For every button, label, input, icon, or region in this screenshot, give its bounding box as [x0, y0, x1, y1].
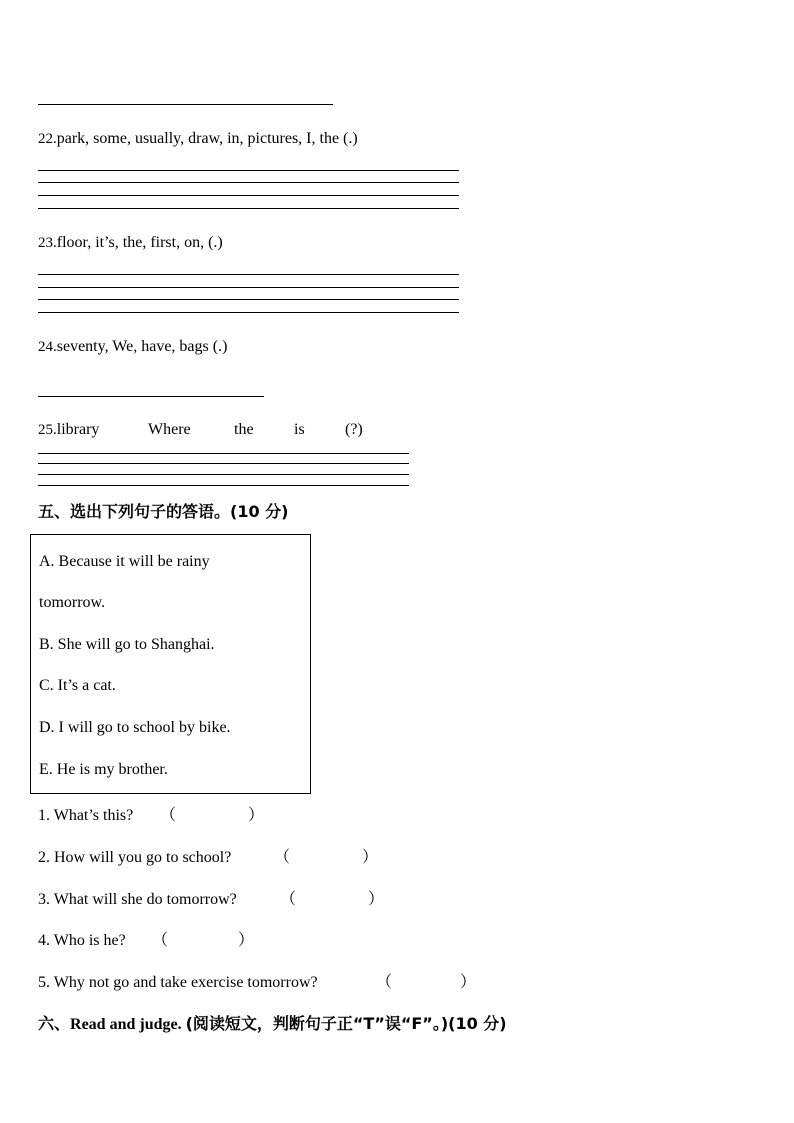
- question-22: [38, 129, 358, 149]
- option-c: C. It’s a cat.: [39, 677, 116, 694]
- open-paren: （: [160, 807, 177, 824]
- close-paren: ）: [248, 807, 265, 824]
- section-6-prefix: 六、: [38, 1014, 71, 1033]
- question-2: 2. How will you go to school?: [38, 849, 232, 866]
- option-a: A. Because it will be rainy: [39, 553, 210, 570]
- question-word: library: [56, 421, 100, 438]
- question-words: park, some, usually, draw, in, pictures, I, the (.): [56, 130, 358, 147]
- writing-line[interactable]: [38, 453, 409, 454]
- question-5: 5. Why not go and take exercise tomorrow?: [38, 974, 318, 991]
- writing-line[interactable]: [38, 182, 459, 183]
- writing-line[interactable]: [38, 170, 459, 171]
- writing-line[interactable]: [38, 299, 459, 300]
- close-paren: ）: [238, 932, 255, 949]
- question-words: seventy, We, have, bags (.): [56, 338, 228, 355]
- writing-line[interactable]: [38, 485, 409, 486]
- question-word: Where: [148, 421, 191, 438]
- open-paren: （: [376, 974, 393, 991]
- answer-line[interactable]: [38, 104, 333, 105]
- section-6-title: [38, 1013, 507, 1036]
- option-e: E. He is my brother.: [39, 761, 168, 778]
- question-25: [38, 420, 99, 440]
- question-1: 1. What’s this?: [38, 807, 134, 824]
- option-d: D. I will go to school by bike.: [39, 719, 231, 736]
- question-24: [38, 337, 227, 357]
- writing-line[interactable]: [38, 274, 459, 275]
- answer-line[interactable]: [38, 396, 264, 397]
- question-number: 23.: [38, 235, 57, 251]
- question-word: is: [294, 421, 305, 438]
- open-paren: （: [274, 849, 291, 866]
- section-6-instructions: (阅读短文，判断句子正“T”误“F”。)(10 分): [185, 1014, 507, 1033]
- question-words: floor, it’s, the, first, on, (.): [56, 234, 223, 251]
- answer-blank[interactable]: [294, 848, 364, 868]
- answer-blank[interactable]: [300, 890, 370, 910]
- close-paren: ）: [362, 849, 379, 866]
- option-b: B. She will go to Shanghai.: [39, 636, 215, 653]
- question-4: 4. Who is he?: [38, 932, 126, 949]
- question-3: 3. What will she do tomorrow?: [38, 891, 237, 908]
- section-6-english-title: Read and judge.: [70, 1016, 186, 1033]
- option-a-continued: tomorrow.: [39, 594, 106, 611]
- answer-options-box: [30, 534, 311, 794]
- writing-line[interactable]: [38, 287, 459, 288]
- question-number: 25.: [38, 422, 57, 438]
- open-paren: （: [280, 891, 297, 908]
- question-word: the: [234, 421, 254, 438]
- open-paren: （: [152, 932, 169, 949]
- writing-line[interactable]: [38, 208, 459, 209]
- writing-line[interactable]: [38, 312, 459, 313]
- answer-blank[interactable]: [396, 973, 462, 993]
- writing-line[interactable]: [38, 474, 409, 475]
- question-number: 24.: [38, 339, 57, 355]
- answer-blank[interactable]: [180, 806, 250, 826]
- close-paren: ）: [368, 891, 385, 908]
- writing-line[interactable]: [38, 463, 409, 464]
- close-paren: ）: [460, 974, 477, 991]
- writing-line[interactable]: [38, 195, 459, 196]
- answer-blank[interactable]: [172, 931, 240, 951]
- section-5-title: 五、选出下列句子的答语。(10 分): [38, 502, 289, 521]
- question-word: (?): [345, 421, 363, 438]
- question-number: 22.: [38, 131, 57, 147]
- question-23: [38, 233, 223, 253]
